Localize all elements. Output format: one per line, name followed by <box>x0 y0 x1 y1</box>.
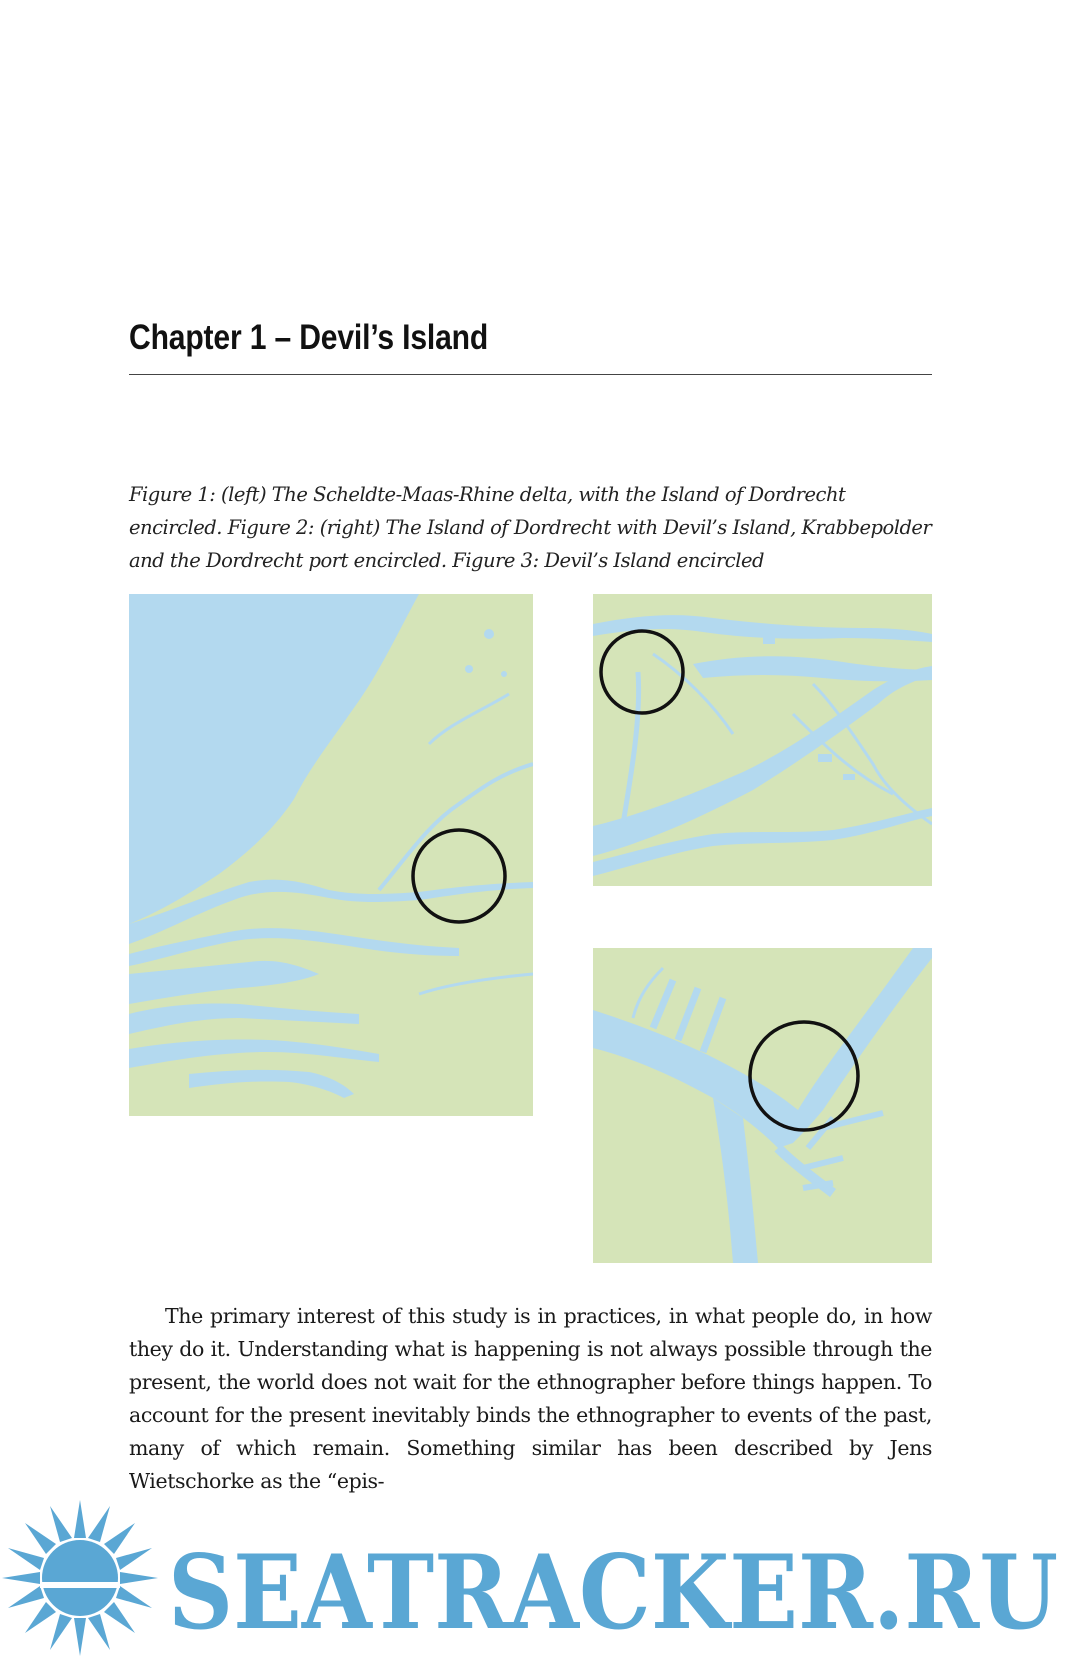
sun-icon <box>2 1500 158 1656</box>
title-underline <box>129 374 932 375</box>
figure-caption: Figure 1: (left) The Scheldte-Maas-Rhine delta, with the Island of Dordrecht encircled. Figure 2: (right) The Island of Dordrecht with Devil’s Island, Krabbepolder and the Dordrecht port encircled. Figure 3: Devil’s Island encircled <box>129 483 932 572</box>
watermark-logo <box>0 1496 1080 1658</box>
figure-3-devils-island-map <box>593 948 932 1263</box>
watermark-text: SEATRACKER.RU <box>168 1533 1058 1653</box>
figure-1-delta-map <box>129 594 533 1116</box>
figure-2-dordrecht-map <box>593 594 932 886</box>
chapter-title: Chapter 1 – Devil’s Island <box>129 318 489 357</box>
body-paragraph: The primary interest of this study is in practices, in what people do, in how they do it. Understanding what is happening is not always possible through the present, the world does not wait for the ethnographer before things happen. To account for the present inevitably binds the ethnographer to events of the past, many of which remain. Something similar has been described by Jens Wietschorke as the “epis- <box>129 1304 932 1493</box>
